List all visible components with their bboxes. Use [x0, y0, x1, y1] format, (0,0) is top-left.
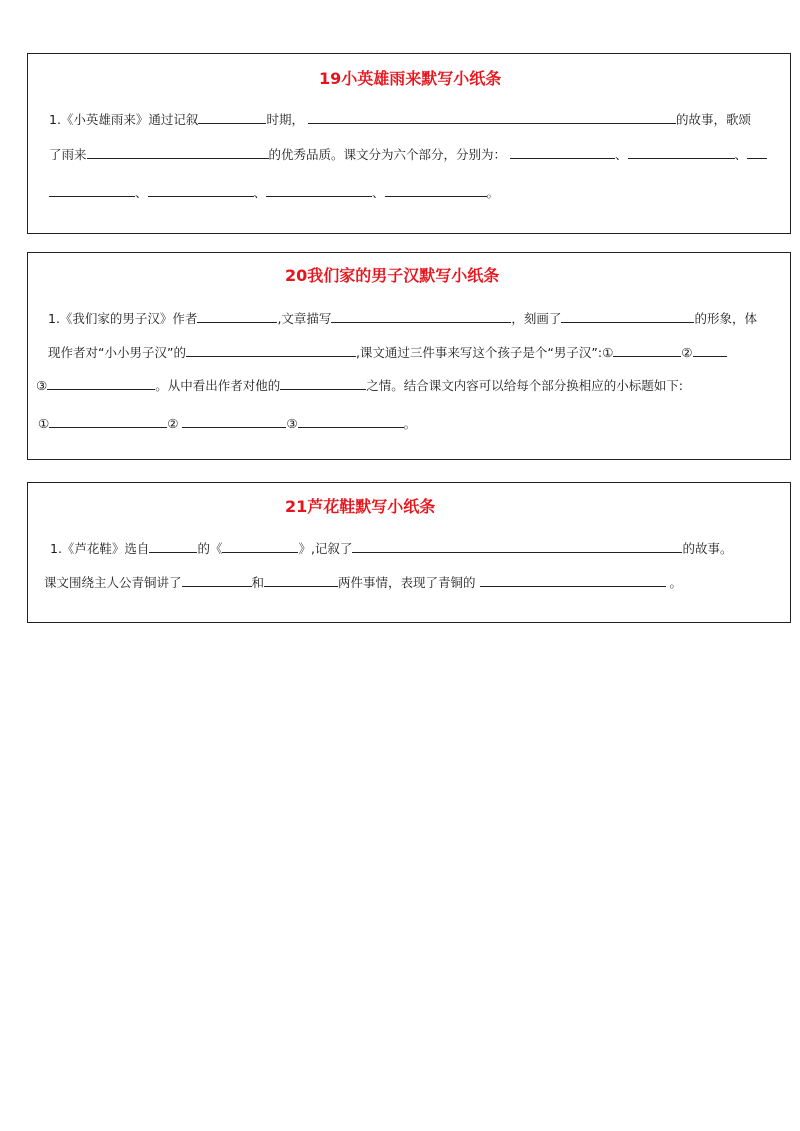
fill-blank[interactable] — [186, 344, 356, 357]
text-line: 、 、 、 。 — [49, 184, 499, 201]
fill-blank[interactable] — [49, 184, 135, 197]
fill-blank[interactable] — [280, 377, 366, 390]
note-card-20 — [27, 252, 791, 460]
fill-blank[interactable] — [222, 540, 298, 553]
text-line: 1.《小英雄雨来》通过记叙 时期， 的故事，歌颂 — [49, 112, 751, 127]
card-title: 20我们家的男子汉默写小纸条 — [285, 266, 500, 285]
fill-blank[interactable] — [298, 415, 404, 428]
fill-blank[interactable] — [264, 574, 338, 587]
fill-blank[interactable] — [197, 310, 277, 323]
fill-blank[interactable] — [561, 310, 694, 323]
fill-blank[interactable] — [49, 415, 167, 428]
text-line: 1.《我们家的男子汉》作者 ,文章描写 ，刻画了 的形象，体 — [48, 311, 757, 326]
fill-blank[interactable] — [480, 574, 666, 587]
fill-blank[interactable] — [352, 540, 682, 553]
fill-blank[interactable] — [182, 574, 252, 587]
fill-blank[interactable] — [693, 344, 727, 357]
text-line: 1.《芦花鞋》选自 的《 》,记叙了 的故事。 — [50, 541, 733, 556]
fill-blank[interactable] — [613, 344, 681, 357]
card-title: 21芦花鞋默写小纸条 — [285, 497, 436, 516]
text-line: ③ 。从中看出作者对他的 之情。结合课文内容可以给每个部分换相应的小标题如下: — [36, 378, 683, 393]
fill-blank[interactable] — [747, 146, 767, 159]
text-line: 了雨来 的优秀品质。课文分为六个部分，分别为： 、 、 — [49, 146, 767, 163]
text-line: 现作者对“小小男子汉”的 ,课文通过三件事来写这个孩子是个“男子汉”:① ② — [48, 344, 727, 361]
fill-blank[interactable] — [308, 111, 676, 124]
text-line: ① ② ③ 。 — [38, 416, 417, 431]
note-card-19 — [27, 53, 791, 234]
fill-blank[interactable] — [198, 111, 266, 124]
note-card-21 — [27, 482, 791, 623]
fill-blank[interactable] — [331, 310, 511, 323]
fill-blank[interactable] — [87, 146, 269, 159]
fill-blank[interactable] — [47, 377, 155, 390]
text-line: 课文围绕主人公青铜讲了 和 两件事情，表现了青铜的 。 — [44, 575, 683, 590]
fill-blank[interactable] — [182, 415, 286, 428]
fill-blank[interactable] — [385, 184, 487, 197]
card-title: 19小英雄雨来默写小纸条 — [319, 69, 502, 88]
fill-blank[interactable] — [628, 146, 735, 159]
fill-blank[interactable] — [149, 540, 197, 553]
fill-blank[interactable] — [148, 184, 254, 197]
fill-blank[interactable] — [510, 146, 615, 159]
fill-blank[interactable] — [266, 184, 372, 197]
